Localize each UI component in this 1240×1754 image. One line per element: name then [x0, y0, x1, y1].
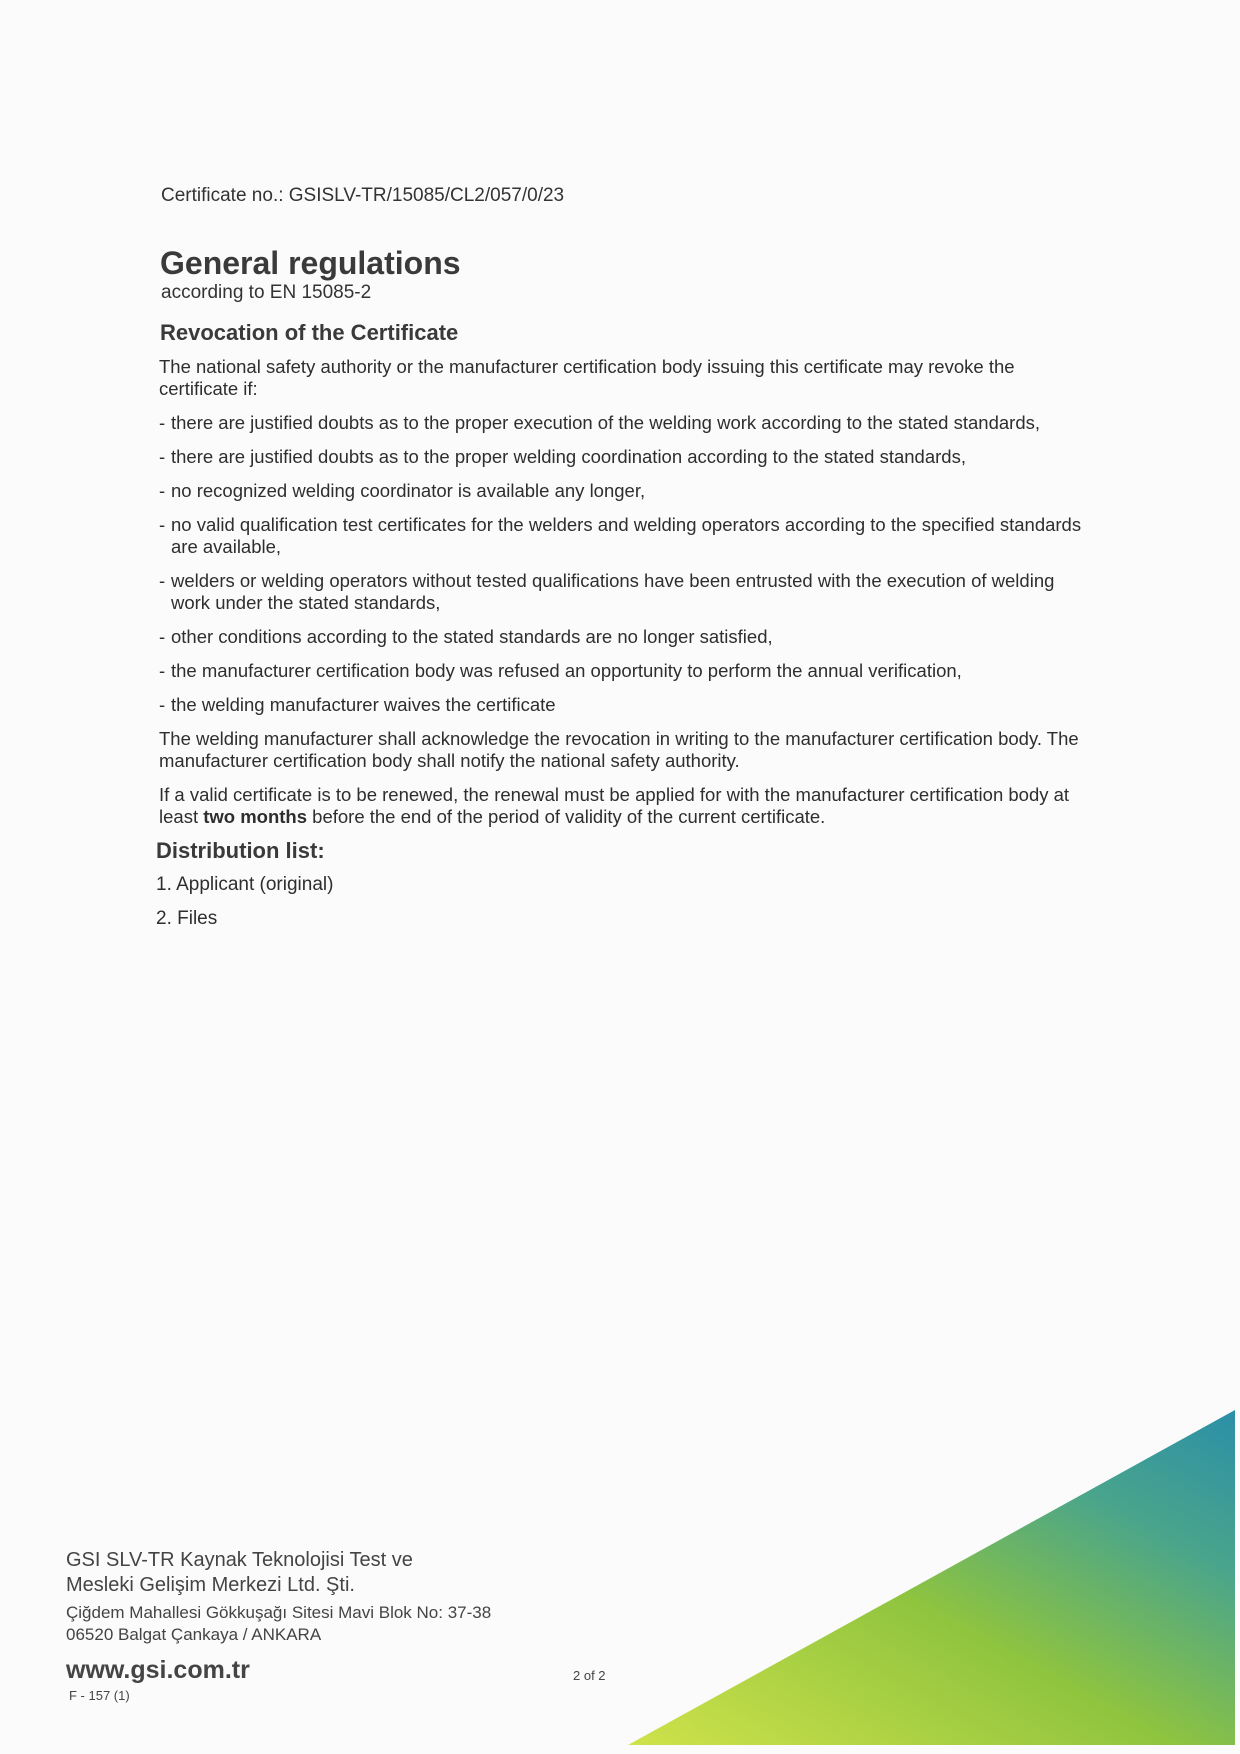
- list-item: - the manufacturer certification body was refused an opportunity to perform the annual verification,: [159, 660, 962, 681]
- acknowledge-paragraph: The welding manufacturer shall acknowledge the revocation in writing to the manufacturer certification body. The manufacturer certification body shall notify the national safety authority.: [159, 728, 1079, 771]
- website-link[interactable]: www.gsi.com.tr: [66, 1656, 250, 1684]
- renewal-paragraph: If a valid certificate is to be renewed, the renewal must be applied for with the manufacturer certification body at least two months before the end of the period of validity of the current certificate.: [159, 784, 1070, 827]
- distribution-item: 1. Applicant (original): [156, 874, 334, 895]
- company-address: Çiğdem Mahallesi Gökkuşağı Sitesi Mavi Blok No: 37-38 06520 Balgat Çankaya / ANKARA: [66, 1603, 492, 1644]
- list-item: - no valid qualification test certificates for the welders and welding operators according to the specified standards are available,: [159, 514, 1082, 557]
- list-item: - the welding manufacturer waives the certificate: [159, 694, 556, 715]
- revocation-intro: The national safety authority or the manufacturer certification body issuing this certificate may revoke the certificate if:: [159, 356, 1015, 399]
- list-item: - other conditions according to the stated standards are no longer satisfied,: [159, 626, 773, 647]
- page-number: 2 of 2: [573, 1668, 606, 1683]
- list-item: - welders or welding operators without tested qualifications have been entrusted with the execution of welding work under the stated standards,: [159, 570, 1055, 613]
- company-name: GSI SLV-TR Kaynak Teknolojisi Test ve Mesleki Gelişim Merkezi Ltd. Şti.: [66, 1549, 413, 1596]
- list-item: - there are justified doubts as to the proper welding coordination according to the stated standards,: [159, 446, 966, 467]
- renewal-period: two months: [203, 806, 308, 827]
- distribution-item: 2. Files: [156, 908, 218, 929]
- page-title: General regulations: [160, 245, 461, 281]
- revocation-heading: Revocation of the Certificate: [160, 320, 459, 345]
- revocation-body: [156, 356, 1089, 942]
- distribution-heading: Distribution list:: [156, 838, 325, 863]
- certificate-number: Certificate no.: GSISLV-TR/15085/CL2/057/0/23: [161, 185, 565, 206]
- form-number: F - 157 (1): [69, 1688, 130, 1703]
- page-subtitle: according to EN 15085-2: [161, 282, 372, 303]
- list-item: - there are justified doubts as to the proper execution of the welding work according to the stated standards,: [159, 412, 1040, 433]
- list-item: - no recognized welding coordinator is available any longer,: [159, 480, 646, 501]
